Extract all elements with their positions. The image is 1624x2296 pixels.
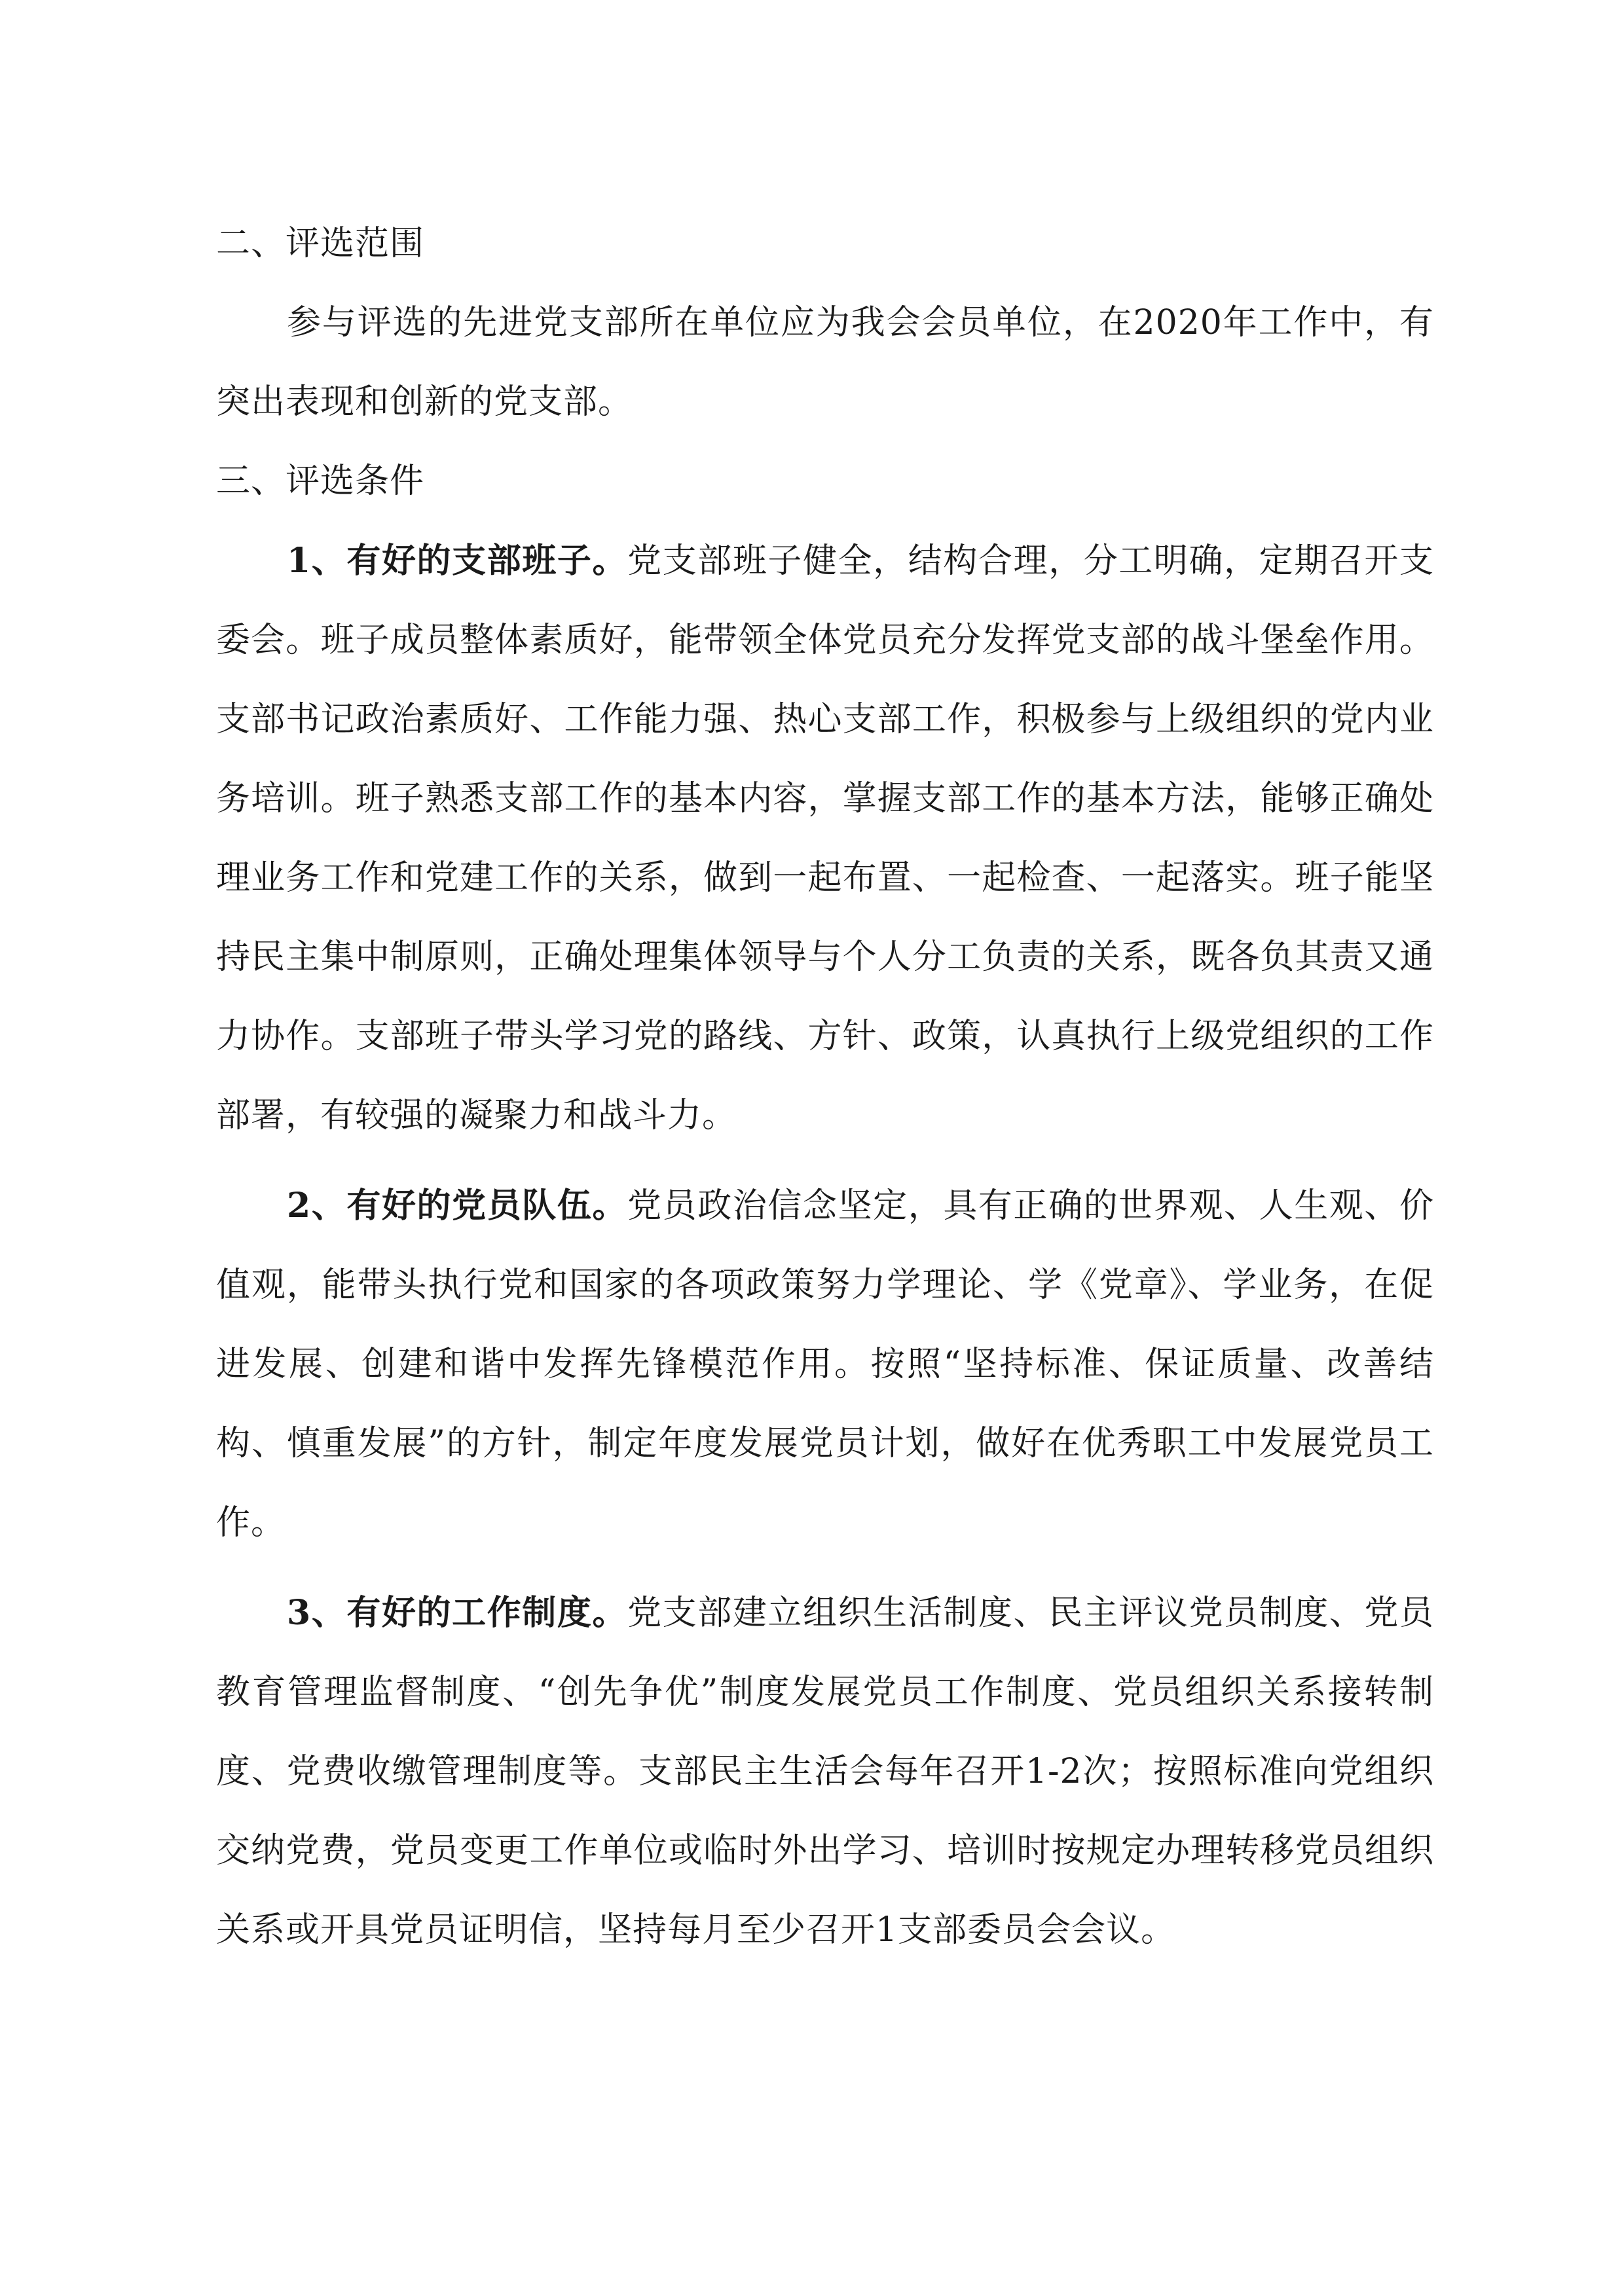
section-heading-scope: 二、评选范围	[216, 224, 425, 263]
criteria-item-2-lead: 2、有好的党员队伍。	[287, 1186, 628, 1226]
criteria-item-2	[216, 1166, 1434, 1563]
criteria-item-1-text: 党支部班子健全，结构合理，分工明确，定期召开支委会。班子成员整体素质好，能带领全体党员充分发挥党支部的战斗堡垒作用。支部书记政治素质好、工作能力强、热心支部工作，积极参与上级组织的党内业务培训。班子熟悉支部工作的基本内容，掌握支部工作的基本方法，能够正确处理业务工作和党建工作的关系，做到一起布置、一起检查、一起落实。班子能坚持民主集中制原则，正确处理集体领导与个人分工负责的关系，既各负其责又通力协作。支部班子带头学习党的路线、方针、政策，认真执行上级党组织的工作部署，有较强的凝聚力和战斗力。	[216, 541, 1434, 1135]
criteria-item-3-lead: 3、有好的工作制度。	[287, 1593, 628, 1633]
criteria-item-2-text: 党员政治信念坚定，具有正确的世界观、人生观、价值观，能带头执行党和国家的各项政策努力学理论、学《党章》、学业务，在促进发展、创建和谐中发挥先锋模范作用。按照“坚持标准、保证质量、改善结构、慎重发展”的方针，制定年度发展党员计划，做好在优秀职工中发展党员工作。	[216, 1186, 1434, 1542]
section-heading-criteria: 三、评选条件	[216, 462, 425, 501]
document-body	[216, 204, 1434, 1970]
criteria-item-3-text: 党支部建立组织生活制度、民主评议党员制度、党员教育管理监督制度、“创先争优”制度发展党员工作制度、党员组织关系接转制度、党费收缴管理制度等。支部民主生活会每年召开1-2次；按照标准向党组织交纳党费，党员变更工作单位或临时外出学习、培训时按规定办理转移党员组织关系或开具党员证明信，坚持每月至少召开1支部委员会会议。	[216, 1594, 1434, 1950]
criteria-item-1	[216, 521, 1434, 1156]
scope-paragraph: 参与评选的先进党支部所在单位应为我会会员单位，在2020年工作中，有突出表现和创新的党支部。	[216, 303, 1434, 422]
criteria-item-1-lead: 1、有好的支部班子。	[287, 541, 628, 581]
criteria-item-3	[216, 1573, 1434, 1970]
